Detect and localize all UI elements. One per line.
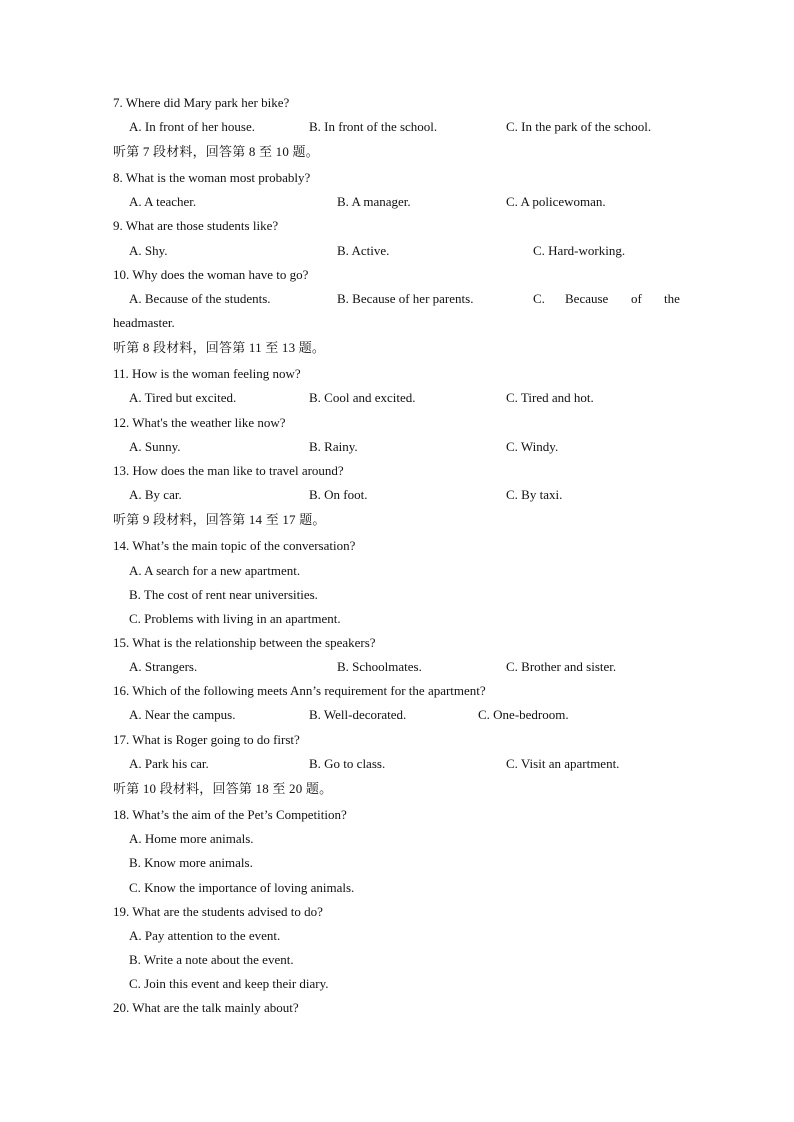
option-10c-continued: headmaster. [113, 315, 175, 330]
option-17a: A. Park his car. [129, 756, 209, 771]
option-12b: B. Rainy. [309, 439, 358, 454]
question-18: 18. What’s the aim of the Pet’s Competition? [113, 807, 347, 822]
section-heading-9: 听第 9 段材料，回答第 14 至 17 题。 [113, 512, 326, 527]
option-10a: A. Because of the students. [129, 291, 271, 306]
option-8a: A. A teacher. [129, 194, 197, 209]
question-13: 13. How does the man like to travel around? [113, 463, 344, 478]
option-16a: A. Near the campus. [129, 707, 236, 722]
option-9a: A. Shy. [129, 243, 168, 258]
option-17b: B. Go to class. [309, 756, 386, 771]
question-7: 7. Where did Mary park her bike? [113, 95, 290, 110]
option-7b: B. In front of the school. [309, 119, 438, 134]
question-10: 10. Why does the woman have to go? [113, 267, 309, 282]
question-14: 14. What’s the main topic of the conversation? [113, 538, 356, 553]
option-16b: B. Well-decorated. [309, 707, 407, 722]
option-13b: B. On foot. [309, 487, 368, 502]
option-10c-word-3: the [664, 291, 680, 306]
option-18c: C. Know the importance of loving animals. [129, 880, 355, 895]
option-7c: C. In the park of the school. [506, 119, 652, 134]
option-15a: A. Strangers. [129, 659, 198, 674]
option-16c: C. One-bedroom. [478, 707, 569, 722]
option-8b: B. A manager. [337, 194, 411, 209]
option-19b: B. Write a note about the event. [129, 952, 294, 967]
section-heading-10: 听第 10 段材料，回答第 18 至 20 题。 [113, 781, 333, 796]
option-15b: B. Schoolmates. [337, 659, 422, 674]
option-13c: C. By taxi. [506, 487, 563, 502]
option-14a: A. A search for a new apartment. [129, 563, 301, 578]
option-9c: C. Hard-working. [533, 243, 626, 258]
option-18a: A. Home more animals. [129, 831, 254, 846]
question-19: 19. What are the students advised to do? [113, 904, 323, 919]
question-8: 8. What is the woman most probably? [113, 170, 311, 185]
option-19a: A. Pay attention to the event. [129, 928, 281, 943]
section-heading-7: 听第 7 段材料，回答第 8 至 10 题。 [113, 144, 319, 159]
option-14c: C. Problems with living in an apartment. [129, 611, 341, 626]
option-10c-word-2: of [631, 291, 642, 306]
option-19c: C. Join this event and keep their diary. [129, 976, 329, 991]
option-15c: C. Brother and sister. [506, 659, 617, 674]
question-20: 20. What are the talk mainly about? [113, 1000, 299, 1015]
option-13a: A. By car. [129, 487, 182, 502]
question-11: 11. How is the woman feeling now? [113, 366, 301, 381]
option-12c: C. Windy. [506, 439, 559, 454]
option-7a: A. In front of her house. [129, 119, 255, 134]
option-11a: A. Tired but excited. [129, 390, 237, 405]
option-12a: A. Sunny. [129, 439, 181, 454]
option-11b: B. Cool and excited. [309, 390, 416, 405]
question-17: 17. What is Roger going to do first? [113, 732, 300, 747]
option-10c-word-1: Because [565, 291, 609, 306]
option-9b: B. Active. [337, 243, 390, 258]
question-16: 16. Which of the following meets Ann’s requirement for the apartment? [113, 683, 486, 698]
option-14b: B. The cost of rent near universities. [129, 587, 318, 602]
section-heading-8: 听第 8 段材料，回答第 11 至 13 题。 [113, 340, 326, 355]
question-15: 15. What is the relationship between the speakers? [113, 635, 376, 650]
option-11c: C. Tired and hot. [506, 390, 594, 405]
option-8c: C. A policewoman. [506, 194, 606, 209]
option-10c-letter: C. [533, 291, 545, 306]
question-12: 12. What's the weather like now? [113, 415, 286, 430]
question-9: 9. What are those students like? [113, 218, 279, 233]
option-17c: C. Visit an apartment. [506, 756, 620, 771]
option-18b: B. Know more animals. [129, 855, 253, 870]
option-10b: B. Because of her parents. [337, 291, 474, 306]
